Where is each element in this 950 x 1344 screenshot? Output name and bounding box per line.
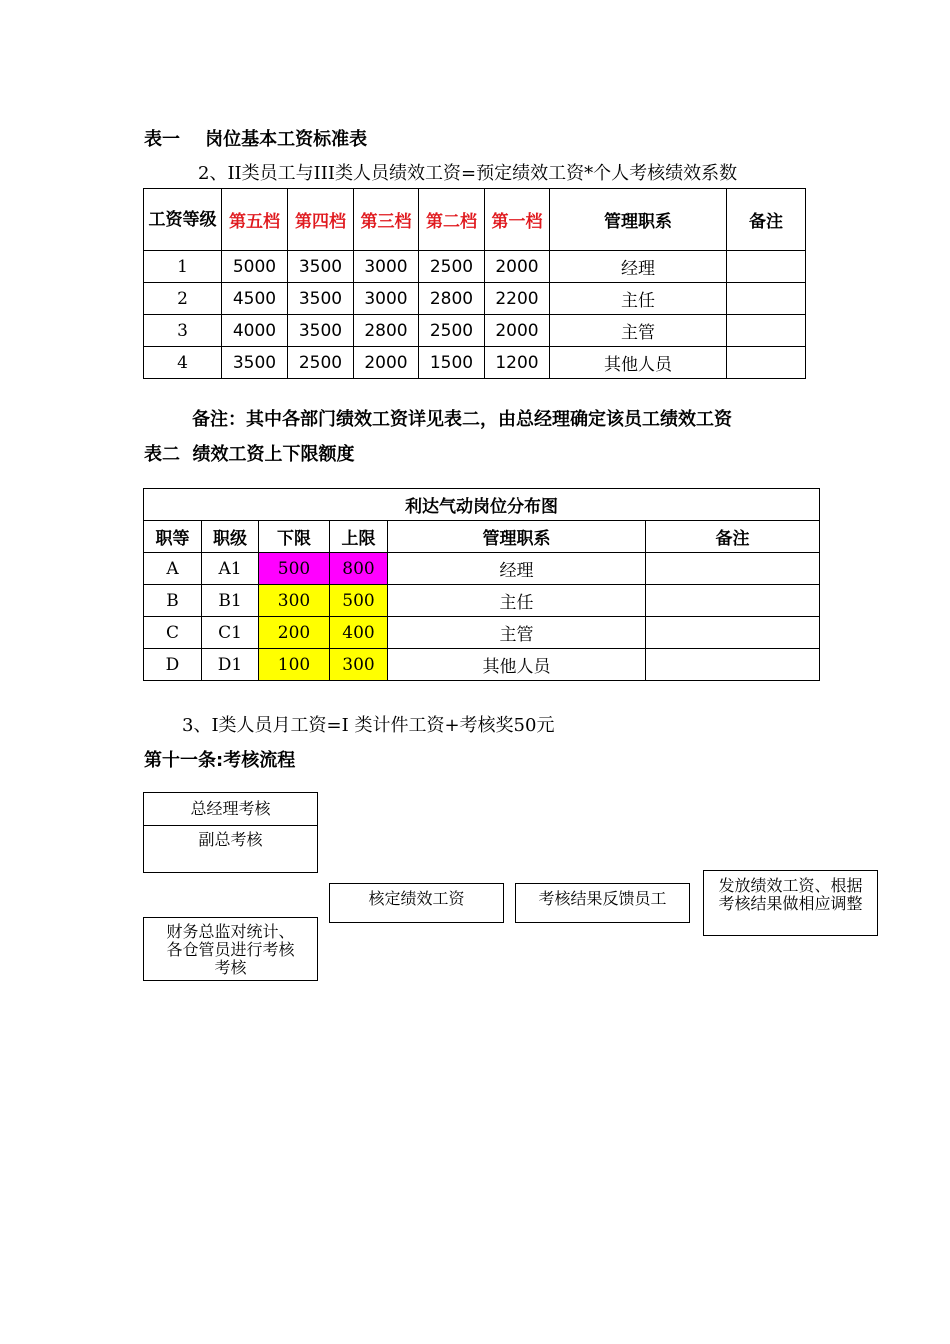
table-row bbox=[144, 347, 806, 379]
flow-box-verify-salary: 核定绩效工资 bbox=[329, 883, 504, 923]
rank-cell: C1 bbox=[202, 617, 259, 649]
role-cell: 其他人员 bbox=[388, 649, 646, 681]
flow-box-feedback: 考核结果反馈员工 bbox=[515, 883, 690, 923]
note-cell bbox=[646, 649, 820, 681]
performance-limit-table bbox=[143, 488, 820, 681]
level-cell: A bbox=[144, 553, 202, 585]
role-cell: 经理 bbox=[388, 553, 646, 585]
note-cell bbox=[727, 347, 806, 379]
table-caption: 利达气动岗位分布图 bbox=[144, 489, 820, 521]
note-cell bbox=[727, 283, 806, 315]
table1-title: 表一 岗位基本工资标准表 bbox=[144, 129, 368, 150]
value-cell: 4500 bbox=[222, 283, 288, 315]
grade-cell: 3 bbox=[144, 315, 222, 347]
role-cell: 经理 bbox=[550, 251, 727, 283]
note-cell bbox=[727, 315, 806, 347]
grade-cell: 2 bbox=[144, 283, 222, 315]
value-cell: 2000 bbox=[485, 315, 550, 347]
note-cell bbox=[646, 585, 820, 617]
table-row bbox=[144, 553, 820, 585]
table-header-row bbox=[144, 521, 820, 553]
value-cell: 3000 bbox=[354, 251, 419, 283]
header-level: 职等 bbox=[144, 521, 202, 553]
header-role: 管理职系 bbox=[550, 189, 727, 251]
table-row bbox=[144, 283, 806, 315]
formula-3: 3、I类人员月工资=Ⅰ 类计件工资+考核奖50元 bbox=[182, 715, 555, 736]
value-cell: 2800 bbox=[354, 315, 419, 347]
level-cell: C bbox=[144, 617, 202, 649]
value-cell: 5000 bbox=[222, 251, 288, 283]
value-cell: 3500 bbox=[288, 315, 354, 347]
table1-note: 备注：其中各部门绩效工资详见表二，由总经理确定该员工绩效工资 bbox=[192, 409, 732, 430]
header-lower: 下限 bbox=[259, 521, 330, 553]
header-note: 备注 bbox=[727, 189, 806, 251]
value-cell: 2500 bbox=[419, 251, 485, 283]
header-tier4: 第四档 bbox=[288, 189, 354, 251]
role-cell: 其他人员 bbox=[550, 347, 727, 379]
table-caption-row bbox=[144, 489, 820, 521]
grade-cell: 1 bbox=[144, 251, 222, 283]
table-row bbox=[144, 585, 820, 617]
header-rank: 职级 bbox=[202, 521, 259, 553]
article-11-heading: 第十一条:考核流程 bbox=[144, 750, 296, 771]
role-cell: 主任 bbox=[388, 585, 646, 617]
table-row bbox=[144, 251, 806, 283]
lower-cell: 100 bbox=[259, 649, 330, 681]
value-cell: 1500 bbox=[419, 347, 485, 379]
value-cell: 4000 bbox=[222, 315, 288, 347]
upper-cell: 300 bbox=[330, 649, 388, 681]
table-row bbox=[144, 315, 806, 347]
flow-box-deputy-review: 副总考核 bbox=[143, 825, 318, 873]
header-tier2: 第二档 bbox=[419, 189, 485, 251]
value-cell: 3000 bbox=[354, 283, 419, 315]
value-cell: 2200 bbox=[485, 283, 550, 315]
salary-standard-table bbox=[143, 188, 806, 379]
header-tier3: 第三档 bbox=[354, 189, 419, 251]
table-row bbox=[144, 617, 820, 649]
role-cell: 主任 bbox=[550, 283, 727, 315]
flow-box-finance-review: 财务总监对统计、各仓管员进行考核考核 bbox=[143, 917, 318, 981]
header-tier1: 第一档 bbox=[485, 189, 550, 251]
rank-cell: D1 bbox=[202, 649, 259, 681]
value-cell: 2000 bbox=[354, 347, 419, 379]
value-cell: 2800 bbox=[419, 283, 485, 315]
level-cell: B bbox=[144, 585, 202, 617]
rank-cell: A1 bbox=[202, 553, 259, 585]
value-cell: 1200 bbox=[485, 347, 550, 379]
upper-cell: 500 bbox=[330, 585, 388, 617]
role-cell: 主管 bbox=[388, 617, 646, 649]
note-cell bbox=[727, 251, 806, 283]
upper-cell: 400 bbox=[330, 617, 388, 649]
header-note: 备注 bbox=[646, 521, 820, 553]
upper-cell: 800 bbox=[330, 553, 388, 585]
value-cell: 2500 bbox=[288, 347, 354, 379]
table2-title: 表二 绩效工资上下限额度 bbox=[144, 444, 355, 465]
table-header-row bbox=[144, 189, 806, 251]
flow-box-gm-review: 总经理考核 bbox=[143, 792, 318, 826]
grade-cell: 4 bbox=[144, 347, 222, 379]
value-cell: 3500 bbox=[222, 347, 288, 379]
value-cell: 3500 bbox=[288, 283, 354, 315]
value-cell: 2500 bbox=[419, 315, 485, 347]
lower-cell: 300 bbox=[259, 585, 330, 617]
flow-box-pay-adjust: 发放绩效工资、根据考核结果做相应调整 bbox=[703, 870, 878, 936]
note-cell bbox=[646, 553, 820, 585]
table1-intro: 2、II类员工与III类人员绩效工资=预定绩效工资*个人考核绩效系数 bbox=[198, 163, 738, 184]
table-row bbox=[144, 649, 820, 681]
lower-cell: 500 bbox=[259, 553, 330, 585]
note-cell bbox=[646, 617, 820, 649]
value-cell: 2000 bbox=[485, 251, 550, 283]
header-grade: 工资等级 bbox=[144, 189, 222, 251]
level-cell: D bbox=[144, 649, 202, 681]
header-upper: 上限 bbox=[330, 521, 388, 553]
header-role: 管理职系 bbox=[388, 521, 646, 553]
value-cell: 3500 bbox=[288, 251, 354, 283]
rank-cell: B1 bbox=[202, 585, 259, 617]
header-tier5: 第五档 bbox=[222, 189, 288, 251]
role-cell: 主管 bbox=[550, 315, 727, 347]
lower-cell: 200 bbox=[259, 617, 330, 649]
